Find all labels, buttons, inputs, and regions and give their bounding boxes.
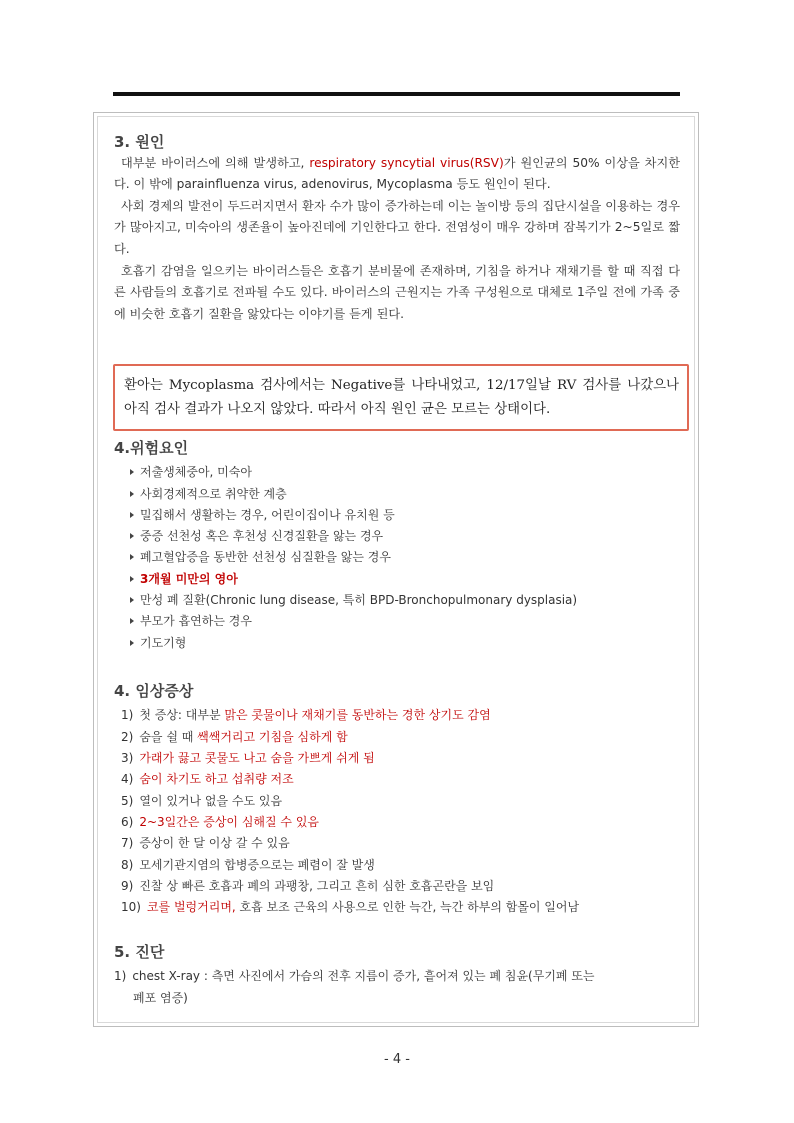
risk-item: 사회경제적으로 취약한 계층 [130, 485, 287, 502]
rsv-highlight: respiratory syncytial virus(RSV) [309, 156, 504, 170]
bullet-icon [130, 533, 134, 539]
cause-paragraph-2: 사회 경제의 발전이 두드러지면서 환자 수가 많이 증가하는데 이는 놀이방 등의 집단시설을 이용하는 경우가 많아지고, 미숙아의 생존율이 높아진데에 기인한다고 한다. 전염성이 매우 강하며 잠복기가 2~5일로 짧다. [114, 199, 680, 256]
symptom-item: 6) 2~3일간은 증상이 심해질 수 있음 [121, 815, 320, 829]
symptom-item: 1) 첫 증상: 대부분 맑은 콧물이나 재채기를 동반하는 경한 상기도 감염 [121, 708, 491, 722]
risk-item: 밀집해서 생활하는 경우, 어린이집이나 유치원 등 [130, 506, 395, 523]
cause-paragraph-3: 호흡기 감염을 일으키는 바이러스들은 호흡기 분비물에 존재하며, 기침을 하거나 재채기를 할 때 직접 다른 사람들의 호흡기로 전파될 수도 있다. 바이러스의 근원지는 가족 구성원으로 대체로 1주일 전에 가족 중에 비슷한 호흡기 질환을 앓았다는 이야기를 듣게 된다. [114, 264, 680, 321]
cause-text-a: 대부분 바이러스에 의해 발생하고, [121, 156, 310, 170]
symptom-item: 4) 숨이 차기도 하고 섭취량 저조 [121, 772, 294, 786]
risk-item: 중증 선천성 혹은 후천성 신경질환을 앓는 경우 [130, 527, 383, 544]
patient-note-box [113, 364, 689, 431]
symptom-item: 3) 가래가 끓고 콧물도 나고 숨을 가쁘게 쉬게 됨 [121, 751, 375, 765]
symptom-item: 10) 코를 벌렁거리며, 호흡 보조 근육의 사용으로 인한 늑간, 늑간 하부의 함몰이 일어남 [121, 900, 580, 914]
bullet-icon [130, 618, 134, 624]
risk-item: 기도기형 [130, 634, 186, 651]
symptom-item: 2) 숨을 쉴 때 쌕쌕거리고 기침을 심하게 함 [121, 730, 348, 744]
risk-item: 저출생체중아, 미숙아 [130, 463, 252, 480]
bullet-icon [130, 512, 134, 518]
bullet-icon [130, 469, 134, 475]
diagnosis-item-line-1: 1) chest X-ray : 측면 사진에서 가슴의 전후 지름이 증가, 흩어져 있는 폐 침윤(무기폐 또는 [114, 969, 595, 983]
header-rule [113, 92, 680, 96]
diagnosis-item-line-2: 폐포 염증) [133, 991, 188, 1005]
bullet-icon [130, 576, 134, 582]
bullet-icon [130, 554, 134, 560]
risk-item: 부모가 흡연하는 경우 [130, 612, 252, 629]
bullet-icon [130, 491, 134, 497]
symptoms-heading: 4. 임상증상 [114, 682, 194, 700]
symptom-item: 8) 모세기관지염의 합병증으로는 폐렴이 잘 발생 [121, 858, 375, 872]
cause-paragraph-1 [114, 153, 680, 196]
diagnosis-heading: 5. 진단 [114, 943, 165, 961]
risk-factors-heading: 4.위험요인 [114, 439, 189, 457]
symptom-item: 7) 증상이 한 달 이상 갈 수 있음 [121, 836, 290, 850]
risk-item-highlighted: 3개월 미만의 영아 [130, 570, 238, 587]
page-number: - 4 - [384, 1052, 410, 1067]
risk-item: 폐고혈압증을 동반한 선천성 심질환을 앓는 경우 [130, 548, 391, 565]
cause-text-b: 가 원인균의 50% 이상을 차지한다. 이 밖에 parainfluenza virus, adenovirus, Mycoplasma 등도 원인이 된다. [114, 156, 680, 192]
risk-item: 만성 폐 질환(Chronic lung disease, 특히 BPD-Bronchopulmonary dysplasia) [130, 591, 577, 608]
bullet-icon [130, 640, 134, 646]
bullet-icon [130, 597, 134, 603]
symptom-item: 9) 진찰 상 빠른 호흡과 폐의 과팽창, 그리고 흔히 심한 호흡곤란을 보임 [121, 879, 495, 893]
section-3-heading: 3. 원인 [114, 133, 165, 151]
patient-note-text: 환아는 Mycoplasma 검사에서는 Negative를 나타내었고, 12/17일날 RV 검사를 나갔으나 아직 검사 결과가 나오지 않았다. 따라서 아직 원인 균은 모르는 상태이다. [124, 378, 679, 417]
symptom-item: 5) 열이 있거나 없을 수도 있음 [121, 794, 283, 808]
